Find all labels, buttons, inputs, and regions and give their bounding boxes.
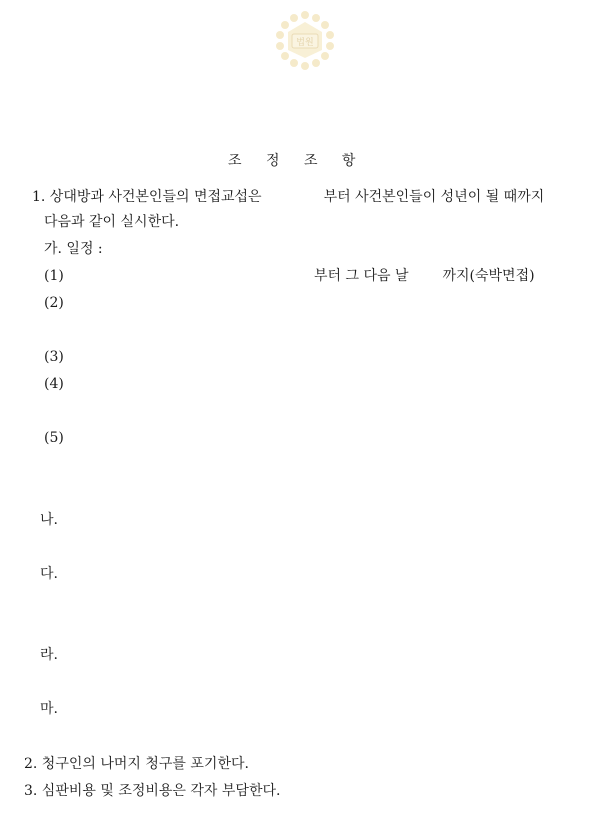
clause-1-line-1 [32,188,544,206]
schedule-item-3-number: (3) [44,349,64,365]
sub-item-ma: 마. [40,701,58,717]
seal-text: 법원 [296,38,314,48]
clause-2: 2. 청구인의 나머지 청구를 포기한다. [24,756,249,772]
schedule-item-5-number: (5) [44,430,64,446]
clause-3: 3. 심판비용 및 조정비용은 각자 부담한다. [24,783,281,799]
clause-1-line-2: 다음과 같이 실시한다. [44,214,180,230]
sub-item-da: 다. [40,566,58,582]
schedule-item-1-text [314,267,535,285]
schedule-item-1 [44,267,64,285]
court-seal-icon [270,8,340,72]
sub-item-na: 나. [40,512,58,528]
schedule-item-2-number: (2) [44,295,64,311]
schedule-item-4-number: (4) [44,376,64,392]
page-title: 조 정 조 항 [228,153,366,169]
clause-1-text-a: 1. 상대방과 사건본인들의 면접교섭은 [32,189,262,205]
schedule-item-1-text-b: 까지(숙박면접) [442,268,535,284]
sub-item-ga: 가. 일정 : [44,241,103,257]
clause-1-text-b: 부터 사건본인들이 성년이 될 때까지 [323,189,545,205]
schedule-item-1-number: (1) [44,268,64,284]
schedule-item-1-text-a: 부터 그 다음 날 [314,268,409,284]
sub-item-ra: 라. [40,647,58,663]
